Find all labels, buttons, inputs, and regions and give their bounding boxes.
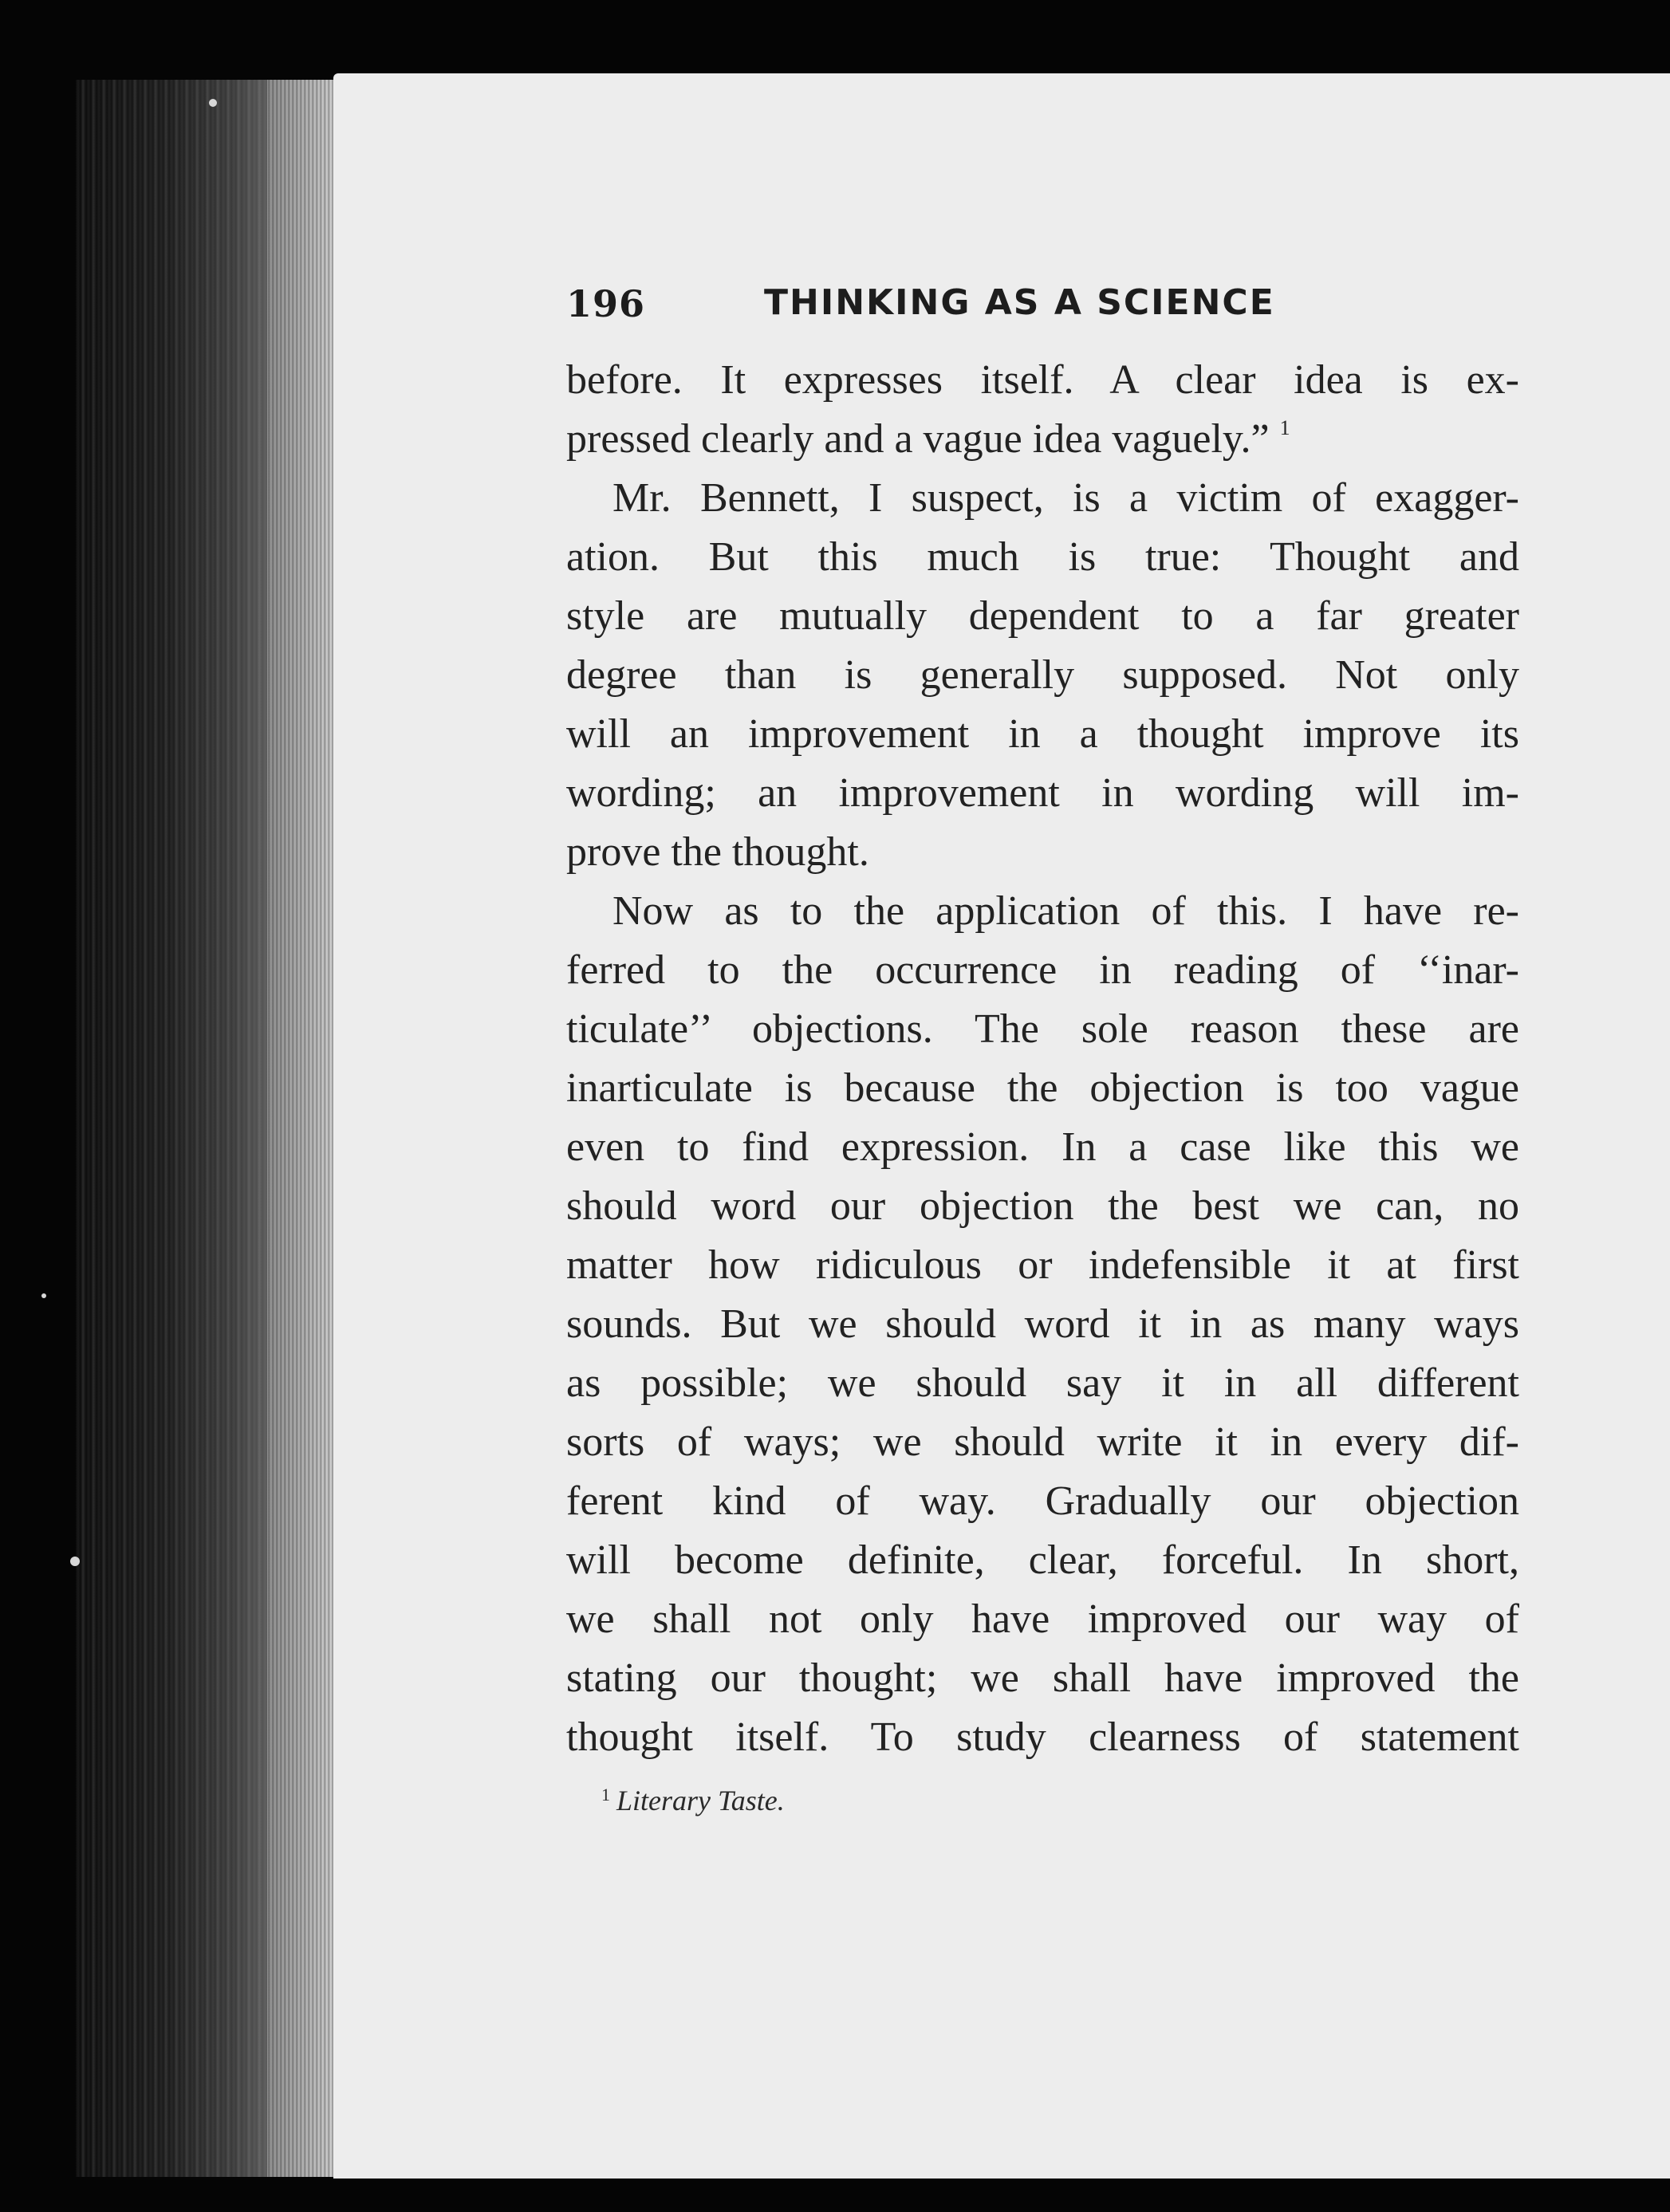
body-text <box>566 351 1519 1767</box>
text-line: style are mutually dependent to a far greater <box>566 593 1519 639</box>
scan-speck <box>41 1293 46 1298</box>
text-line: even to find expression. In a case like this we <box>566 1124 1519 1170</box>
text-line: sounds. But we should word it in as many ways <box>566 1301 1519 1347</box>
running-title: THINKING AS A SCIENCE <box>764 282 1275 323</box>
text-line: ation. But this much is true: Thought and <box>566 534 1519 580</box>
footnote <box>566 1775 1519 1820</box>
text-line: thought itself. To study clearness of statement <box>566 1714 1519 1760</box>
footnote-mark: 1 <box>601 1785 610 1805</box>
text-line: pressed clearly and a vague idea vaguely.” <box>566 416 1270 462</box>
page-content <box>566 282 1519 1820</box>
text-line: will an improvement in a thought improve its <box>566 711 1519 757</box>
text-line-with-footnote <box>566 410 1519 469</box>
text-line: should word our objection the best we can, no <box>566 1183 1519 1229</box>
scan-speck <box>209 99 217 107</box>
text-line: before. It expresses itself. A clear idea is ex- <box>566 357 1519 403</box>
text-line: ferent kind of way. Gradually our objection <box>566 1478 1519 1524</box>
text-line: stating our thought; we shall have improved the <box>566 1655 1519 1701</box>
text-line: ticulate’’ objections. The sole reason these are <box>566 1006 1519 1052</box>
paragraph-first-line: Mr. Bennett, I suspect, is a victim of exagger- <box>612 475 1519 521</box>
paragraph-first-line: Now as to the application of this. I have re- <box>612 888 1519 934</box>
footnote-reference: 1 <box>1279 416 1290 439</box>
footnote-text: Literary Taste. <box>616 1785 785 1816</box>
text-line: degree than is generally supposed. Not only <box>566 652 1519 698</box>
text-line: as possible; we should say it in all different <box>566 1360 1519 1406</box>
text-line: matter how ridiculous or indefensible it at first <box>566 1242 1519 1288</box>
text-line: inarticulate is because the objection is too vague <box>566 1065 1519 1111</box>
text-line: ferred to the occurrence in reading of ‘‘inar- <box>566 947 1519 993</box>
page-number: 196 <box>566 282 646 325</box>
text-line: we shall not only have improved our way of <box>566 1596 1519 1642</box>
paragraph-last-line: prove the thought. <box>566 829 869 875</box>
book-page <box>333 73 1670 2179</box>
text-line: sorts of ways; we should write it in every dif- <box>566 1419 1519 1465</box>
scan-speck <box>70 1557 80 1566</box>
text-line: wording; an improvement in wording will im- <box>566 770 1519 816</box>
book-page-edges <box>76 80 339 2177</box>
running-head <box>566 282 1519 346</box>
text-line: will become definite, clear, forceful. In short, <box>566 1537 1519 1583</box>
